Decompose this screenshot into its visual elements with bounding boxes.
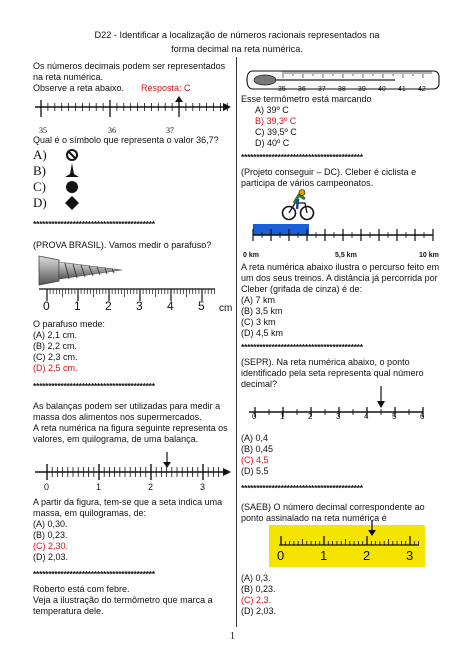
q1-resposta: Resposta: C [141, 83, 191, 93]
q1-text-3: Observe a reta abaixo. [33, 83, 125, 93]
circle-slash-icon [65, 148, 79, 162]
q3-tick-label-2: 2 [148, 482, 154, 492]
separator-5: **************************************** [241, 342, 363, 352]
q1-text-1: Os números decimais podem ser representados [33, 61, 226, 71]
q6-text-1: (SEPR). Na reta numérica abaixo, o ponto [241, 357, 410, 367]
header-line-1: D22 - Identificar a localização de números racionais representados na [94, 30, 380, 40]
thermometer-label-35: 35 [278, 86, 286, 93]
q3-arrow-head [163, 462, 171, 468]
q3-tick-label-0: 0 [44, 482, 50, 492]
q7-option-d: (D) 2,03. [241, 606, 277, 616]
q2-question: O parafuso mede: [33, 319, 106, 329]
q5-tick-label-10: 10 km [419, 252, 439, 259]
q3-option-a: (A) 0,30. [33, 519, 68, 529]
q6-option-a: (A) 0,4 [241, 433, 269, 443]
thermometer-question: Esse termômetro está marcando [241, 94, 372, 104]
spike-icon [65, 163, 79, 179]
q5-option-a: (A) 7 km [241, 295, 276, 305]
separator-6: **************************************** [241, 483, 363, 493]
q6-tick-label-2: 2 [308, 412, 313, 421]
q1-option-a-label: A) [33, 147, 47, 162]
q5-question-1: A reta numérica abaixo ilustra o percurso feito em [241, 262, 440, 272]
q6-option-b: (B) 0,45 [241, 444, 274, 454]
q5-option-c: (C) 3 km [241, 317, 276, 327]
cyclist-icon [281, 189, 315, 221]
q1-option-b-label: B) [33, 163, 46, 178]
separator-3: **************************************** [33, 569, 155, 579]
ruler-label-3: 3 [136, 299, 143, 313]
column-divider [236, 57, 237, 627]
q1-option-b [33, 164, 46, 178]
q5-text-2: participa de vários campeonatos. [241, 178, 374, 188]
right-column [241, 57, 441, 649]
q6-text-2: identificado pela seta representa qual número [241, 368, 424, 378]
screw-icon [39, 256, 122, 285]
ruler-unit: cm [219, 303, 233, 314]
q6-arrow-head [377, 401, 385, 408]
thermometer-option-a: A) 39º C [255, 105, 289, 115]
q1-number-line [33, 95, 233, 135]
thermometer-label-41: 41 [398, 86, 406, 93]
q3-text-4: valores, em quilograma, de uma balança. [33, 434, 199, 444]
q6-tick-label-3: 3 [336, 412, 341, 421]
q1-option-a [33, 148, 47, 162]
q3-text-2: massa dos alimentos nos supermercados. [33, 412, 202, 422]
q1-option-c [33, 180, 46, 194]
q5-number-line [247, 221, 439, 249]
q5-question-3: Cleber (grifada de cinza) é de: [241, 284, 363, 294]
ruler-label-5: 5 [198, 299, 205, 313]
q7-tick-label-3: 3 [406, 548, 414, 563]
q5-option-d: (D) 4,5 km [241, 328, 284, 338]
thermometer-option-d: D) 40º C [255, 138, 290, 148]
ruler-label-4: 4 [167, 299, 174, 313]
thermometer-label-37: 37 [318, 86, 326, 93]
q6-option-c: (C) 4,5 [241, 455, 269, 465]
q3-tick-label-3: 3 [200, 482, 206, 492]
page-number: 1 [230, 631, 235, 642]
q5-question-2: um dos seus treinos. A distância já percorrida por [241, 273, 438, 283]
q1-option-d [33, 196, 47, 210]
filled-circle-icon [65, 180, 79, 194]
q1-text-2: na reta numérica. [33, 72, 104, 82]
q3-axis-arrow [223, 468, 231, 476]
q4-text-3: temperatura dele. [33, 606, 104, 616]
q2-option-a: (A) 2,1 cm. [33, 330, 78, 340]
q2-option-c: (C) 2,3 cm. [33, 352, 78, 362]
thermometer-label-40: 40 [378, 86, 386, 93]
q5-distance-fill [253, 224, 309, 235]
thermometer-option-c: C) 39,5º C [255, 127, 297, 137]
q5-tick-label-55: 5,5 km [335, 252, 357, 259]
ruler-label-1: 1 [74, 299, 81, 313]
diamond-icon [64, 195, 80, 211]
q4-text-2: Veja a ilustração do termômetro que marca a [33, 595, 213, 605]
q2-option-b: (B) 2,2 cm. [33, 341, 78, 351]
q7-text-1: (SAEB) O número decimal correspondente ao [241, 502, 425, 512]
q3-question-1: A partir da figura, tem-se que a seta indica uma [33, 497, 223, 507]
q5-tick-label-0: 0 km [243, 252, 259, 259]
q7-yellow-ruler [269, 521, 427, 569]
q6-tick-label-5: 5 [392, 412, 397, 421]
q2-option-d: (D) 2,5 cm. [33, 363, 78, 373]
ruler-background [269, 525, 425, 567]
q6-tick-label-1: 1 [280, 412, 285, 421]
q6-number-line [247, 384, 439, 424]
q3-text-1: As balanças podem ser utilizadas para medir a [33, 401, 221, 411]
q3-option-d: (D) 2,03. [33, 552, 69, 562]
q7-option-c: (C) 2,3. [241, 595, 272, 605]
thermometer-label-36: 36 [298, 86, 306, 93]
q6-option-d: (D) 5,5 [241, 466, 269, 476]
q3-question-2: massa, em quilogramas, de: [33, 508, 147, 518]
q7-tick-label-0: 0 [277, 548, 285, 563]
ruler-ticks [47, 289, 214, 301]
thermometer-label-38: 38 [338, 86, 346, 93]
q1-tick-label-35: 35 [39, 126, 47, 135]
q7-tick-label-2: 2 [363, 548, 371, 563]
q7-tick-label-1: 1 [320, 548, 328, 563]
separator-4: **************************************** [241, 152, 363, 162]
separator-2: **************************************** [33, 381, 155, 391]
thermometer-label-39: 39 [358, 86, 366, 93]
ruler-label-0: 0 [43, 299, 50, 313]
q1-option-c-label: C) [33, 179, 46, 194]
q1-question: Qual é o símbolo que representa o valor 36,7? [33, 135, 219, 145]
separator-1: **************************************** [33, 219, 155, 229]
q4-text-1: Roberto está com febre. [33, 584, 130, 594]
q6-tick-label-6: 6 [420, 412, 425, 421]
q2-intro: (PROVA BRASIL). Vamos medir o parafuso? [33, 240, 212, 250]
q1-tick-label-37: 37 [166, 126, 174, 135]
q1-ticks [41, 100, 227, 117]
q3-tick-label-1: 1 [96, 482, 102, 492]
q1-option-d-label: D) [33, 195, 47, 210]
q1-tick-label-36: 36 [108, 126, 116, 135]
thermometer-label-42: 42 [418, 86, 426, 93]
q6-tick-label-4: 4 [364, 412, 369, 421]
thermometer-bulb [254, 75, 276, 85]
left-column [33, 57, 231, 649]
header-line-2: forma decimal na reta numérica. [171, 44, 303, 54]
q3-option-b: (B) 0,23. [33, 530, 68, 540]
ruler-label-2: 2 [105, 299, 112, 313]
q7-text-2: ponto assinalado na reta numérica é [241, 513, 387, 523]
q3-text-3: A reta numérica na figura seguinte representa os [33, 423, 228, 433]
q5-option-b: (B) 3,5 km [241, 306, 283, 316]
q6-text-3: decimal? [241, 379, 278, 389]
q1-marker-top [175, 96, 183, 102]
q3-option-c: (C) 2,30. [33, 541, 69, 551]
q6-tick-label-0: 0 [252, 412, 257, 421]
q5-text-1: (Projeto conseguir – DC). Cleber é ciclista e [241, 167, 417, 177]
q7-option-b: (B) 0,23. [241, 584, 276, 594]
thermometer-option-b: B) 39,3º C [255, 116, 297, 126]
q7-option-a: (A) 0,3. [241, 573, 271, 583]
